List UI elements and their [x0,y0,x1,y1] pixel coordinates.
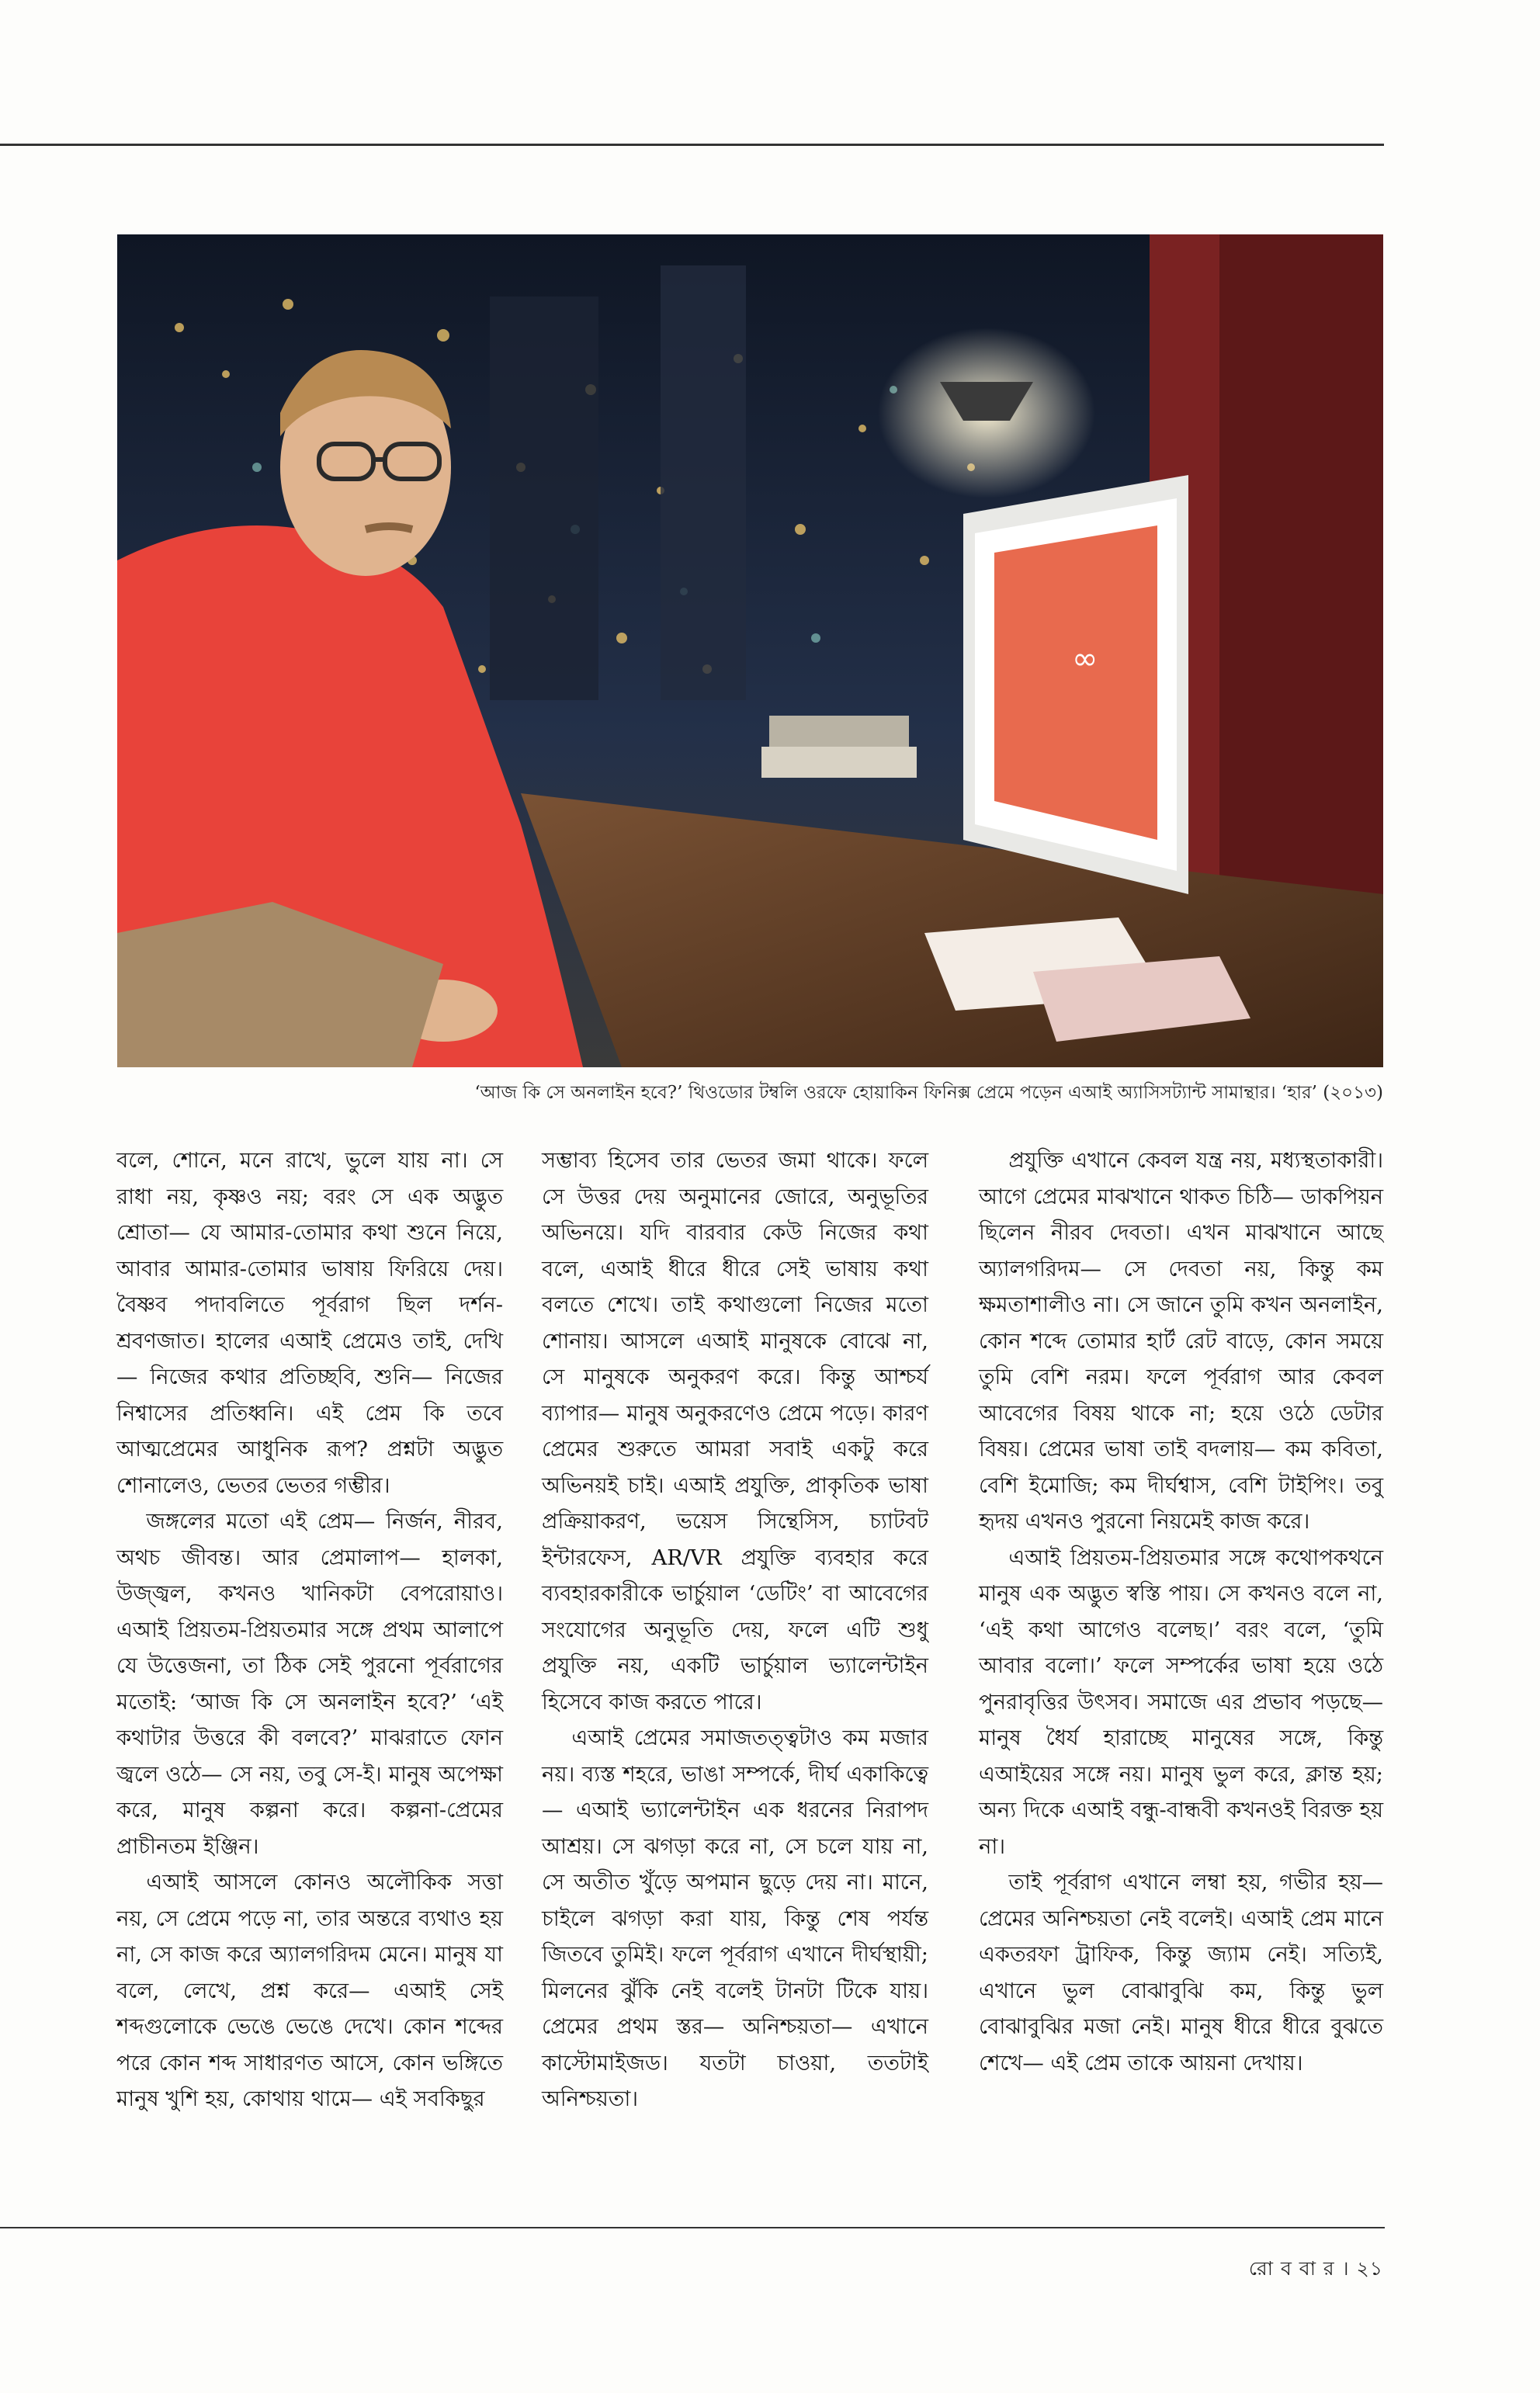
text-column-2 [542,1143,928,2118]
paragraph: জঙ্গলের মতো এই প্রেম— নির্জন, নীরব, অথচ জীবন্ত। আর প্রেমালাপ— হালকা, উজ্জ্বল, কখনও খানিকটা বেপরোয়াও। এআই প্রিয়তম-প্রিয়তমার সঙ্গে প্রথম আলাপে যে উত্তেজনা, তা ঠিক সেই পুরনো পূর্বরাগের মতোই: ‘আজ কি সে অনলাইন হবে?’ ‘এই কথাটার উত্তরে কী বলবে?’ মাঝরাতে ফোন জ্বলে ওঠে— সে নয়, তবু সে-ই। মানুষ অপেক্ষা করে, মানুষ কল্পনা করে। কল্পনা-প্রেমের প্রাচীনতম ইঞ্জিন। [116,1510,503,1859]
film-still-image [117,234,1383,1067]
paragraph: প্রযুক্তি এখানে কেবল যন্ত্র নয়, মধ্যস্থতাকারী। আগে প্রেমের মাঝখানে থাকত চিঠি— ডাকপিয়ন ছিলেন নীরব দেবতা। এখন মাঝখানে আছে অ্যালগরিদম— সে দেবতা নয়, কিন্তু কম ক্ষমতাশালীও না। সে জানে তুমি কখন অনলাইন, কোন শব্দে তোমার হার্ট রেট বাড়ে, কোন সময়ে তুমি বেশি নরম। ফলে পূর্বরাগ আর কেবল আবেগের বিষয় থাকে না; হয়ে ওঠে ডেটার বিষয়। প্রেমের ভাষা তাই বদলায়— কম কবিতা, বেশি ইমোজি; কম দীর্ঘশ্বাস, বেশি টাইপিং। তবু হৃদয় এখনও পুরনো নিয়মেই কাজ করে। [979,1149,1383,1534]
paragraph: এআই প্রিয়তম-প্রিয়তমার সঙ্গে কথোপকথনে মানুষ এক অদ্ভুত স্বস্তি পায়। সে কখনও বলে না, ‘এই কথা আগেও বলেছ।’ বরং বলে, ‘তুমি আবার বলো।’ ফলে সম্পর্কের ভাষা হয়ে ওঠে পুনরাবৃত্তির উৎসব। সমাজে এর প্রভাব পড়ছে—মানুষ ধৈর্য হারাচ্ছে মানুষের সঙ্গে, কিন্তু এআইয়ের সঙ্গে নয়। মানুষ ভুল করে, ক্লান্ত হয়; অন্য দিকে এআই বন্ধু-বান্ধবী কখনওই বিরক্ত হয় না। [979,1545,1383,1859]
paragraph: তাই পূর্বরাগ এখানে লম্বা হয়, গভীর হয়— প্রেমের অনিশ্চয়তা নেই বলেই। এআই প্রেম মানে একতরফা ট্রাফিক, কিন্তু জ্যাম নেই। সত্যিই, এখানে ভুল বোঝাবুঝি কম, কিন্তু ভুল বোঝাবুঝির মজা নেই। মানুষ ধীরে ধীরে বুঝতে শেখে— এই প্রেম তাকে আয়না দেখায়। [979,1871,1383,2076]
page-footer: রো ব বা র । ২১ [1248,2257,1383,2280]
text-column-3 [979,1143,1383,2082]
svg-text:∞: ∞ [1072,641,1098,677]
paragraph: এআই আসলে কোনও অলৌকিক সত্তা নয়, সে প্রেমে পড়ে না, তার অন্তরে ব্যথাও হয় না, সে কাজ করে অ্যালগরিদম মেনে। মানুষ যা বলে, লেখে, প্রশ্ন করে— এআই সেই শব্দগুলোকে ভেঙে ভেঙে দেখে। কোন শব্দের পরে কোন শব্দ সাধারণত আসে, কোন ভঙ্গিতে মানুষ খুশি হয়, কোথায় থামে— এই সবকিছুর [116,1871,503,2111]
photo-caption: ‘আজ কি সে অনলাইন হবে?’ থিওডোর টম্বলি ওরফে হোয়াকিন ফিনিক্স প্রেমে পড়েন এআই অ্যাসিসট্যান্ট সামান্থার। ‘হার’ (২০১৩) [474,1083,1383,1103]
text-column-1 [116,1143,503,2118]
paragraph: সম্ভাব্য হিসেব তার ভেতর জমা থাকে। ফলে সে উত্তর দেয় অনুমানের জোরে, অনুভূতির অভিনয়ে। যদি বারবার কেউ নিজের কথা বলে, এআই ধীরে ধীরে সেই ভাষায় কথা বলতে শেখে। তাই কথাগুলো নিজের মতো শোনায়। আসলে এআই মানুষকে বোঝে না, সে মানুষকে অনুকরণ করে। কিন্তু আশ্চর্য ব্যাপার— মানুষ অনুকরণেও প্রেমে পড়ে। কারণ প্রেমের শুরুতে আমরা সবাই একটু করে অভিনয়ই চাই। এআই প্রযুক্তি, প্রাকৃতিক ভাষা প্রক্রিয়াকরণ, ভয়েস সিন্থেসিস, চ্যাটবট ইন্টারফেস, AR/VR প্রযুক্তি ব্যবহার করে ব্যবহারকারীকে ভার্চুয়াল ‘ডেটিং’ বা আবেগের সংযোগের অনুভূতি দেয়, ফলে এটি শুধু প্রযুক্তি নয়, একটি ভার্চুয়াল ভ্যালেন্টাইন হিসেবে কাজ করতে পারে। [542,1149,928,1715]
paragraph: এআই প্রেমের সমাজতত্ত্বটাও কম মজার নয়। ব্যস্ত শহরে, ভাঙা সম্পর্কে, দীর্ঘ একাকিত্বে— এআই ভ্যালেন্টাইন এক ধরনের নিরাপদ আশ্রয়। সে ঝগড়া করে না, সে চলে যায় না, সে অতীত খুঁড়ে অপমান ছুড়ে দেয় না। মানে, চাইলে ঝগড়া করা যায়, কিন্তু শেষ পর্যন্ত জিতবে তুমিই। ফলে পূর্বরাগ এখানে দীর্ঘস্থায়ী; মিলনের ঝুঁকি নেই বলেই টানটা টিকে যায়। প্রেমের প্রথম স্তর— অনিশ্চয়তা— এখানে কাস্টোমাইজড। যতটা চাওয়া, ততটাই অনিশ্চয়তা। [542,1726,928,2111]
top-rule [0,144,1384,146]
paragraph: বলে, শোনে, মনে রাখে, ভুলে যায় না। সে রাধা নয়, কৃষ্ণও নয়; বরং সে এক অদ্ভুত শ্রোতা— যে আমার-তোমার কথা শুনে নিয়ে, আবার আমার-তোমার ভাষায় ফিরিয়ে দেয়। বৈষ্ণব পদাবলিতে পূর্বরাগ ছিল দর্শন-শ্রবণজাত। হালের এআই প্রেমেও তাই, দেখি— নিজের কথার প্রতিচ্ছবি, শুনি— নিজের নিশ্বাসের প্রতিধ্বনি। এই প্রেম কি তবে আত্মপ্রেমের আধুনিক রূপ? প্রশ্নটা অদ্ভুত শোনালেও, ভেতর ভেতর গম্ভীর। [116,1149,503,1498]
bottom-rule [0,2227,1385,2228]
